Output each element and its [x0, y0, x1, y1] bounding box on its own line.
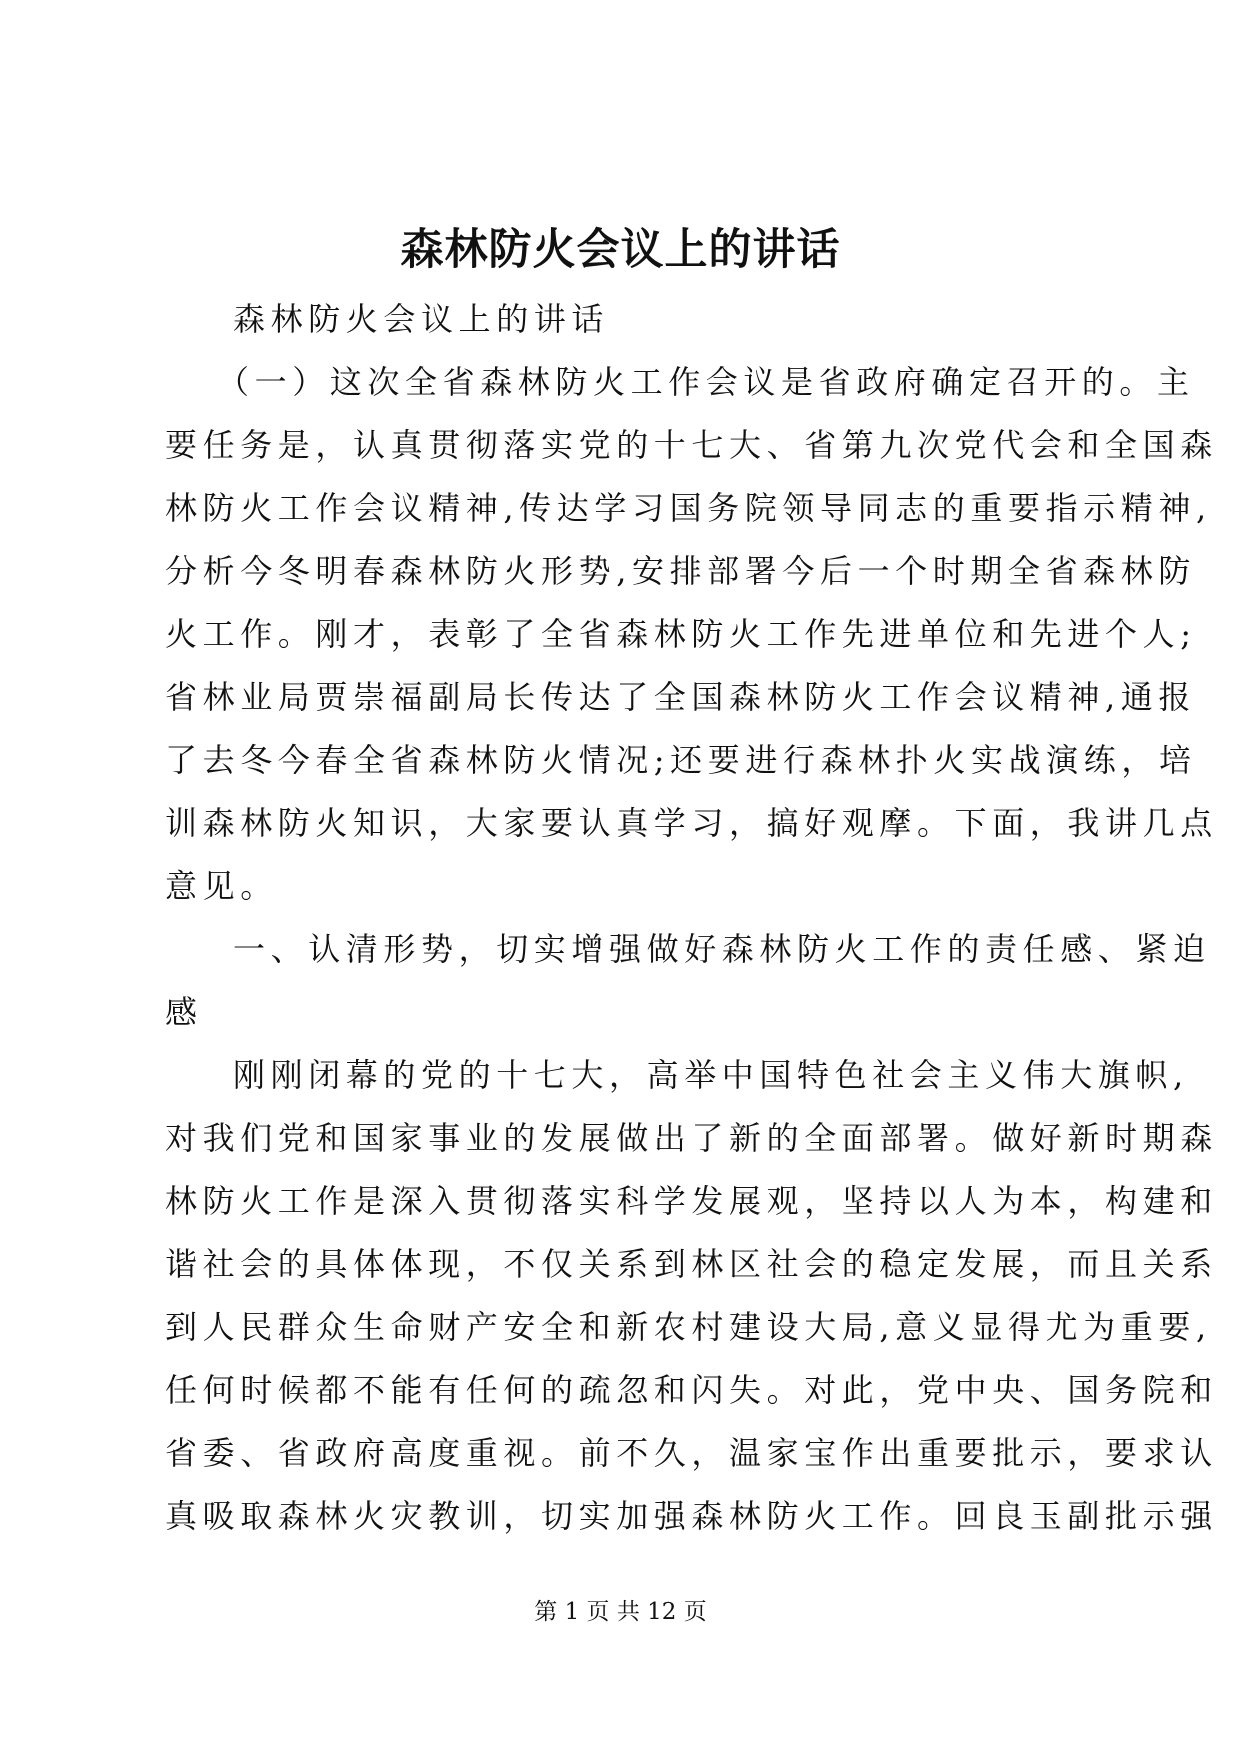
text-line: 训森林防火知识，大家要认真学习，搞好观摩。下面，我讲几点 [165, 804, 1218, 842]
section-heading-line: 一、认清形势，切实增强做好森林防火工作的责任感、紧迫 [233, 930, 1211, 968]
text-line: 意见。 [165, 867, 278, 905]
document-body [165, 288, 1218, 1548]
text-line: 省委、省政府高度重视。前不久，温家宝作出重要批示，要求认 [165, 1434, 1218, 1472]
text-line: 刚刚闭幕的党的十七大，高举中国特色社会主义伟大旗帜, [233, 1056, 1189, 1094]
text-line: （一）这次全省森林防火工作会议是省政府确定召开的。主 [217, 363, 1195, 401]
text-line: 要任务是，认真贯彻落实党的十七大、省第九次党代会和全国森 [165, 426, 1218, 464]
text-line: 任何时候都不能有任何的疏忽和闪失。对此，党中央、国务院和 [165, 1371, 1218, 1409]
text-line: 对我们党和国家事业的发展做出了新的全面部署。做好新时期森 [165, 1119, 1218, 1157]
text-line: 森林防火会议上的讲话 [233, 300, 610, 338]
text-line: 省林业局贾崇福副局长传达了全国森林防火工作会议精神,通报 [165, 678, 1196, 716]
text-line: 了去冬今春全省森林防火情况;还要进行森林扑火实战演练，培 [165, 741, 1197, 779]
text-line: 到人民群众生命财产安全和新农村建设大局,意义显得尤为重要, [165, 1308, 1212, 1346]
section-heading-line: 感 [165, 993, 203, 1031]
text-line: 分析今冬明春森林防火形势,安排部署今后一个时期全省森林防 [165, 552, 1196, 590]
document-title: 森林防火会议上的讲话 [400, 225, 841, 275]
text-line: 火工作。刚才，表彰了全省森林防火工作先进单位和先进个人; [165, 615, 1197, 653]
page-footer: 第 1 页 共 12 页 [534, 1599, 707, 1625]
text-line: 谐社会的具体体现，不仅关系到林区社会的稳定发展，而且关系 [165, 1245, 1218, 1283]
text-line: 林防火工作会议精神,传达学习国务院领导同志的重要指示精神, [165, 489, 1212, 527]
text-line: 林防火工作是深入贯彻落实科学发展观，坚持以人为本，构建和 [165, 1182, 1218, 1220]
text-line: 真吸取森林火灾教训，切实加强森林防火工作。回良玉副批示强 [165, 1497, 1218, 1535]
